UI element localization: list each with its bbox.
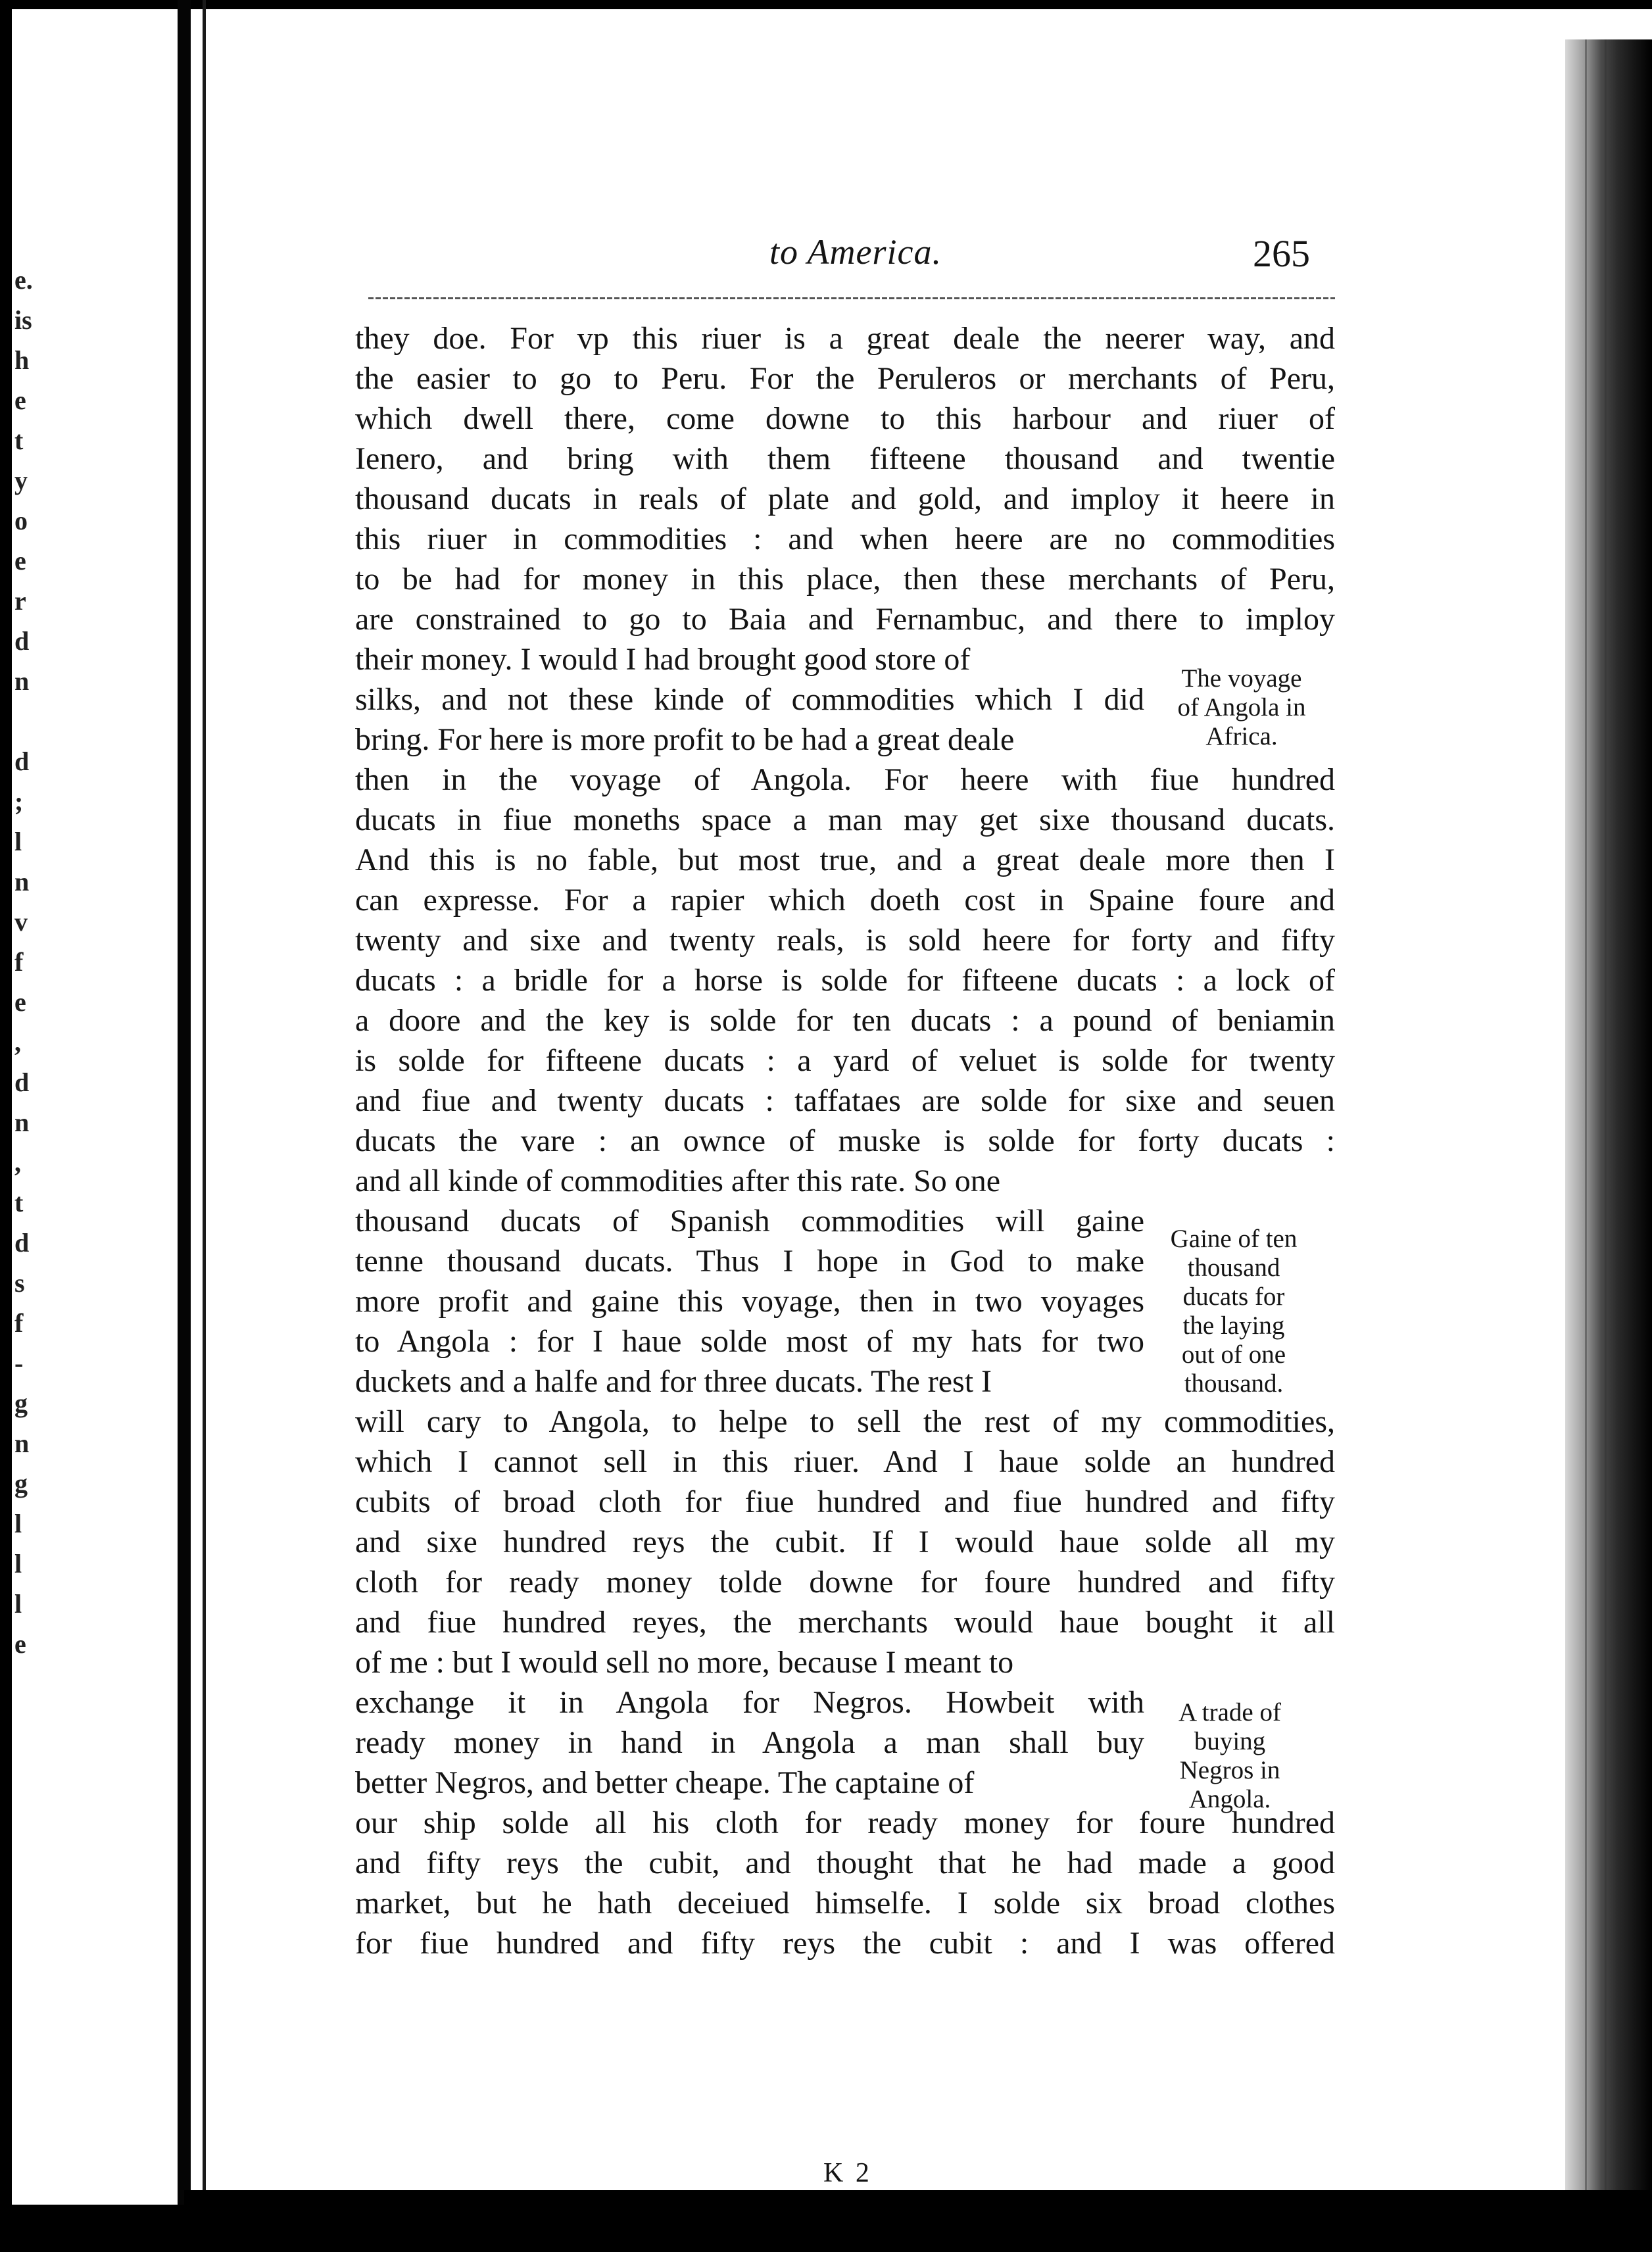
sliver-char: g — [14, 1469, 28, 1498]
sliver-char: n — [14, 1108, 30, 1137]
sliver-char: - — [14, 1348, 24, 1378]
sidenote-line: out of one — [1181, 1340, 1286, 1369]
text-line: they doe. For vp this riuer is a great deale the neerer way, and — [355, 321, 1335, 356]
sliver-char: d — [14, 1067, 30, 1097]
sidenote-line: Africa. — [1205, 722, 1278, 750]
page-number: 265 — [1253, 232, 1310, 275]
text-line: their money. I would I had brought good store of — [355, 642, 971, 677]
text-line: ducats the vare : an ownce of muske is solde for forty ducats : — [355, 1123, 1335, 1158]
sidenote-line: thousand — [1187, 1254, 1280, 1282]
running-head: to America. — [769, 232, 942, 272]
text-line: are constrained to go to Baia and Fernambuc, and there to imploy — [355, 602, 1335, 637]
sliver-char: d — [14, 747, 30, 776]
sliver-char: v — [14, 907, 28, 937]
text-line: ready money in hand in Angola a man shall buy — [355, 1725, 1144, 1760]
text-line: ducats : a bridle for a horse is solde for fifteene ducats : a lock of — [355, 963, 1335, 998]
text-line: silks, and not these kinde of commodities which I did — [355, 682, 1144, 717]
text-line: the easier to go to Peru. For the Peruleros or merchants of Peru, — [355, 361, 1335, 396]
sliver-char: e — [14, 987, 26, 1017]
sliver-char: l — [14, 1509, 22, 1538]
book-gutter-line — [203, 0, 206, 2210]
text-line: bring. For here is more profit to be had a great deale — [355, 722, 1015, 757]
text-line: and fifty reys the cubit, and thought that he had made a good — [355, 1846, 1335, 1880]
sliver-char: l — [14, 1549, 22, 1579]
sliver-char: n — [14, 867, 30, 896]
sidenote-line: Angola. — [1188, 1785, 1271, 1813]
sliver-char: h — [14, 345, 30, 375]
sliver-char: f — [14, 947, 24, 977]
sliver-char: e — [14, 1629, 26, 1659]
sidenote-line: A trade of — [1178, 1698, 1281, 1726]
text-line: will cary to Angola, to helpe to sell the rest of my commodities, — [355, 1404, 1335, 1439]
text-line: to Angola : for I haue solde most of my hats for two — [355, 1324, 1144, 1359]
page-edge-line — [1605, 39, 1607, 2203]
text-line: And this is no fable, but most true, and a great deale more then I — [355, 843, 1335, 877]
scan-frame-bottom — [0, 2205, 1652, 2252]
text-line: market, but he hath deceiued himselfe. I solde six broad clothes — [355, 1886, 1335, 1921]
text-line: Ienero, and bring with them fifteene thousand and twentie — [355, 441, 1335, 476]
scan-frame-left — [0, 0, 12, 2252]
text-line: for fiue hundred and fifty reys the cubit : and I was offered — [355, 1926, 1335, 1961]
text-line: tenne thousand ducats. Thus I hope in God to make — [355, 1244, 1144, 1279]
text-line: thousand ducats in reals of plate and gold, and imploy it heere in — [355, 481, 1335, 516]
sliver-char: s — [14, 1268, 25, 1298]
previous-page-sliver — [14, 260, 34, 1664]
text-line: of me : but I would sell no more, because I meant to — [355, 1645, 1014, 1680]
sidenote-line: the laying — [1182, 1311, 1285, 1340]
sliver-char: f — [14, 1308, 24, 1338]
sidenote-line: thousand. — [1184, 1369, 1284, 1398]
sidenote-line: ducats for — [1182, 1283, 1285, 1311]
sliver-char: e — [14, 385, 26, 415]
sidenote-line: Negros in — [1179, 1756, 1280, 1784]
text-line: more profit and gaine this voyage, then in two voyages — [355, 1284, 1144, 1319]
text-line: cloth for ready money tolde downe for foure hundred and fifty — [355, 1565, 1335, 1600]
text-line: better Negros, and better cheape. The captaine of — [355, 1765, 975, 1800]
signature-mark: K 2 — [823, 2158, 872, 2188]
text-line: duckets and a halfe and for three ducats. The rest I — [355, 1364, 992, 1399]
text-line: and all kinde of commodities after this rate. So one — [355, 1163, 1001, 1198]
sliver-char: n — [14, 1429, 30, 1458]
sliver-char: is — [14, 305, 32, 335]
sliver-char: ; — [14, 787, 24, 816]
sliver-char: r — [14, 586, 26, 616]
text-line: a doore and the key is solde for ten ducats : a pound of beniamin — [355, 1003, 1335, 1038]
sidenote-line: of Angola in — [1177, 693, 1306, 722]
sliver-char: o — [14, 506, 28, 535]
sliver-char: d — [14, 1228, 30, 1258]
text-line: our ship solde all his cloth for ready money for foure hundred — [355, 1805, 1335, 1840]
text-line: then in the voyage of Angola. For heere with fiue hundred — [355, 762, 1335, 797]
sidenote-voyage-angola — [1156, 664, 1327, 751]
text-line: which dwell there, come downe to this harbour and riuer of — [355, 401, 1335, 436]
book-gutter — [178, 0, 191, 2210]
sliver-char: e — [14, 546, 26, 575]
text-line: ducats in fiue moneths space a man may get sixe thousand ducats. — [355, 802, 1335, 837]
sliver-char: g — [14, 1388, 28, 1418]
sidenote-line: Gaine of ten — [1170, 1225, 1298, 1253]
text-line: and sixe hundred reys the cubit. If I would haue solde all my — [355, 1525, 1335, 1559]
text-line: to be had for money in this place, then these merchants of Peru, — [355, 562, 1335, 597]
sidenote-line: The voyage — [1181, 664, 1302, 693]
text-line: is solde for fifteene ducats : a yard of veluet is solde for twenty — [355, 1043, 1335, 1078]
sliver-char: t — [14, 426, 24, 455]
sliver-char: y — [14, 466, 28, 495]
text-line: cubits of broad cloth for fiue hundred and fiue hundred and fifty — [355, 1484, 1335, 1519]
text-line: thousand ducats of Spanish commodities will gaine — [355, 1204, 1144, 1238]
text-line: and fiue and twenty ducats : taffataes are solde for sixe and seuen — [355, 1083, 1335, 1118]
text-line: twenty and sixe and twenty reals, is sold heere for forty and fifty — [355, 923, 1335, 958]
text-line: can expresse. For a rapier which doeth cost in Spaine foure and — [355, 883, 1335, 918]
sidenote-trade-negros — [1144, 1698, 1315, 1814]
text-line: exchange it in Angola for Negros. Howbeit with — [355, 1685, 1144, 1720]
page-edge-line — [1585, 39, 1587, 2203]
sliver-char: , — [14, 1148, 21, 1177]
sliver-char: t — [14, 1188, 24, 1217]
sliver-char: , — [14, 1027, 21, 1057]
text-line: which I cannot sell in this riuer. And I haue solde an hundred — [355, 1444, 1335, 1479]
text-line: and fiue hundred reyes, the merchants would haue bought it all — [355, 1605, 1335, 1640]
sliver-char: e. — [14, 265, 33, 295]
scan-frame-top — [0, 0, 1652, 9]
header-rule — [368, 297, 1335, 299]
sliver-char: l — [14, 827, 22, 856]
sliver-char: d — [14, 626, 30, 656]
sliver-char: n — [14, 666, 30, 696]
sidenote-line: buying — [1194, 1727, 1266, 1755]
sliver-char — [14, 701, 34, 741]
sliver-char: l — [14, 1589, 22, 1619]
text-line: this riuer in commodities : and when heere are no commodities — [355, 522, 1335, 556]
sidenote-gaine-ten-thousand — [1148, 1225, 1319, 1398]
page-edge-shadow — [1565, 39, 1652, 2203]
